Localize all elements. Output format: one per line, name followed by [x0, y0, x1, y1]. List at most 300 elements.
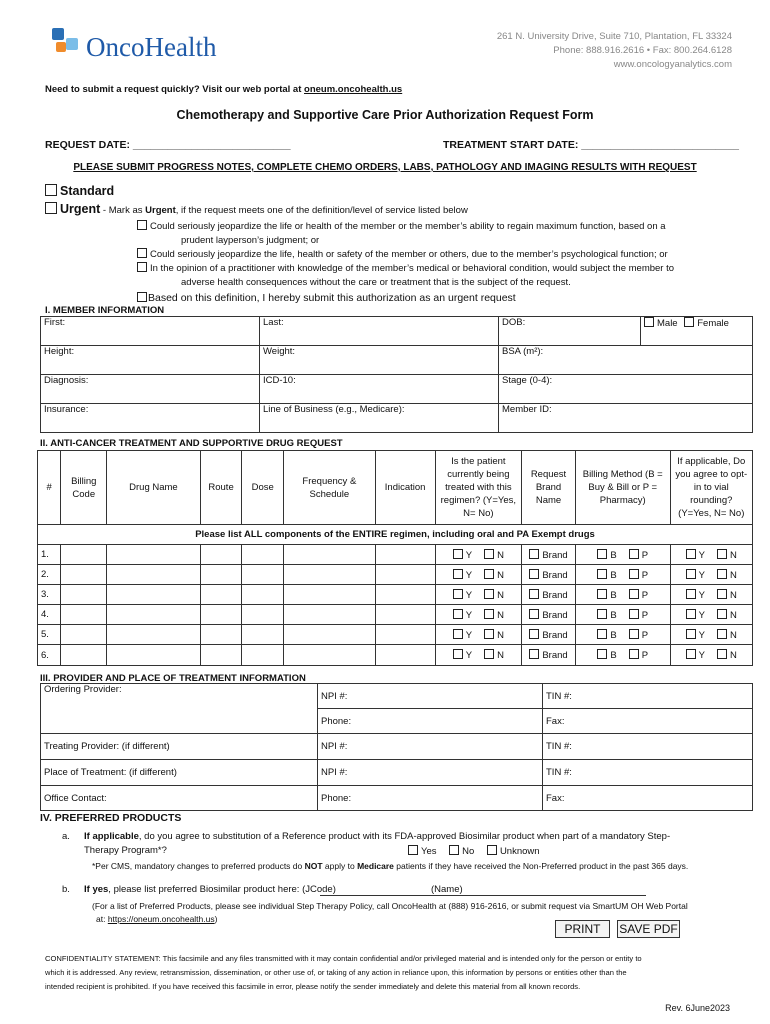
biosimilar-entry-line[interactable] [320, 895, 646, 896]
vial-yes-option[interactable] [686, 649, 705, 661]
billing-method-cell [575, 585, 670, 605]
female-option[interactable] [684, 317, 729, 329]
bsa-field[interactable]: BSA (m²): [499, 346, 753, 375]
brand-option[interactable] [529, 609, 567, 621]
criteria-3-checkbox[interactable] [137, 262, 147, 272]
drug-name-cell[interactable] [107, 605, 201, 625]
vial-no-checkbox[interactable] [717, 569, 727, 579]
height-field[interactable]: Height: [41, 346, 260, 375]
criteria-1-text: Could seriously jeopardize the life or health of the member or the member’s ability to regain maximum function, based on a [150, 221, 666, 232]
treating-provider-field[interactable]: Treating Provider: (if different) [41, 734, 318, 760]
frequency-cell[interactable] [284, 545, 376, 565]
vial-rounding-cell [670, 545, 752, 565]
current-no-checkbox[interactable] [484, 629, 494, 639]
brand-label: Brand [542, 609, 568, 621]
member-section-title: I. MEMBER INFORMATION [45, 305, 165, 316]
frequency-cell[interactable] [284, 625, 376, 645]
billing-code-cell[interactable] [61, 585, 107, 605]
currently-treated-cell [435, 625, 521, 645]
place-npi-field[interactable]: NPI #: [318, 760, 543, 786]
current-no-label: N [497, 629, 504, 641]
criteria-1[interactable] [137, 220, 674, 234]
drug-row [38, 545, 753, 565]
buy-bill-option[interactable] [597, 569, 616, 581]
male-option[interactable] [644, 317, 678, 329]
drug-row [38, 585, 753, 605]
brand-checkbox[interactable] [529, 589, 539, 599]
preferred-section-title: IV. PREFERRED PRODUCTS [40, 812, 182, 824]
request-date-field[interactable]: REQUEST DATE: ___________________________ [45, 139, 291, 151]
company-address [497, 30, 732, 72]
currently-treated-cell [435, 645, 521, 666]
gender-field [641, 317, 753, 346]
vial-no-option[interactable] [717, 569, 737, 581]
brand-cell [522, 645, 576, 666]
billing-code-cell[interactable] [61, 545, 107, 565]
address-line-3: www.oncologyanalytics.com [613, 59, 732, 70]
pharmacy-option[interactable] [629, 609, 648, 621]
currently-treated-cell [435, 605, 521, 625]
vial-rounding-cell [670, 605, 752, 625]
member-id-field[interactable]: Member ID: [499, 404, 753, 433]
pharmacy-checkbox[interactable] [629, 569, 639, 579]
current-yes-checkbox[interactable] [453, 549, 463, 559]
criteria-2-text: Could seriously jeopardize the life, health or safety of the member or others, due to the member’s psychological function; or [150, 249, 668, 260]
current-no-checkbox[interactable] [484, 649, 494, 659]
drug-row-number: 2. [38, 565, 61, 585]
standard-checkbox[interactable] [45, 184, 57, 196]
dose-cell[interactable] [242, 565, 284, 585]
vial-yes-option[interactable] [686, 609, 705, 621]
current-no-option[interactable] [484, 589, 504, 601]
frequency-cell[interactable] [284, 585, 376, 605]
current-yes-label: Y [465, 650, 473, 661]
yes-label: Yes [421, 846, 437, 857]
current-yes-label: Y [465, 589, 473, 601]
drug-name-cell[interactable] [107, 625, 201, 645]
billing-method-cell [575, 625, 670, 645]
confidentiality-statement [45, 952, 642, 994]
buy-bill-label: B [610, 569, 617, 581]
billing-method-cell [575, 645, 670, 666]
pharmacy-option[interactable] [629, 549, 648, 561]
pharmacy-option[interactable] [629, 569, 648, 581]
current-yes-option[interactable] [453, 629, 472, 641]
question-b-bold: If yes [84, 884, 109, 895]
billing-method-cell [575, 545, 670, 565]
logo-square-orange [56, 42, 66, 52]
note-line-1: (For a list of Preferred Products, please see individual Step Therapy Policy, call OncoHealth at (888) 916-2616, or submit request via SmartUM OH Web Portal [92, 901, 688, 911]
pharmacy-option[interactable] [629, 649, 648, 661]
criteria-3-text: In the opinion of a practitioner with knowledge of the member’s medical or behavioral condition, would subject the member to [150, 263, 675, 274]
brand-option[interactable] [529, 569, 567, 581]
pharmacy-option[interactable] [629, 589, 648, 601]
biosimilar-name-field[interactable] [431, 884, 463, 895]
header-drug-name: Drug Name [107, 451, 201, 525]
header-route: Route [200, 451, 242, 525]
pharmacy-checkbox[interactable] [629, 589, 639, 599]
brand-checkbox[interactable] [529, 549, 539, 559]
male-label: Male [657, 318, 678, 329]
route-cell[interactable] [200, 565, 242, 585]
cms-note-mid: apply to [322, 861, 358, 871]
criteria-3[interactable] [137, 262, 674, 276]
pharmacy-label: P [641, 549, 649, 561]
vial-rounding-cell [670, 645, 752, 666]
route-cell[interactable] [200, 605, 242, 625]
header-vial-rounding: If applicable, Do you agree to opt-in to vial rounding? (Y=Yes, N= No) [670, 451, 752, 525]
brand-label: Brand [542, 549, 568, 561]
brand-checkbox[interactable] [529, 609, 539, 619]
current-yes-option[interactable] [453, 549, 472, 561]
vial-yes-label: Y [698, 569, 705, 581]
billing-code-cell[interactable] [61, 565, 107, 585]
drug-table-header [38, 451, 753, 525]
vial-yes-label: Y [698, 609, 705, 621]
current-no-checkbox[interactable] [484, 549, 494, 559]
brand-cell [522, 585, 576, 605]
save-pdf-button[interactable]: SAVE PDF [617, 920, 680, 938]
brand-checkbox[interactable] [529, 629, 539, 639]
pharmacy-label: P [641, 629, 649, 641]
current-yes-checkbox[interactable] [453, 569, 463, 579]
icd10-field[interactable]: ICD-10: [260, 375, 499, 404]
current-no-label: N [497, 609, 504, 621]
indication-cell[interactable] [375, 605, 435, 625]
place-tin-field[interactable]: TIN #: [543, 760, 753, 786]
current-no-option[interactable] [484, 569, 504, 581]
buy-bill-label: B [610, 589, 617, 601]
office-contact-field[interactable]: Office Contact: [41, 786, 318, 811]
logo-text: OncoHealth [86, 32, 217, 62]
pharmacy-checkbox[interactable] [629, 629, 639, 639]
vial-yes-checkbox[interactable] [686, 649, 696, 659]
frequency-cell[interactable] [284, 565, 376, 585]
buy-bill-checkbox[interactable] [597, 569, 607, 579]
frequency-cell[interactable] [284, 605, 376, 625]
current-yes-label: Y [465, 569, 473, 581]
logo [52, 28, 262, 68]
current-no-checkbox[interactable] [484, 609, 494, 619]
vial-yes-option[interactable] [686, 569, 705, 581]
header-brand: Request Brand Name [522, 451, 576, 525]
vial-no-label: N [730, 629, 737, 641]
header-billing-method: Billing Method (B = Buy & Bill or P = Pharmacy) [575, 451, 670, 525]
dose-cell[interactable] [242, 605, 284, 625]
question-a-text: , do you agree to substitution of a Reference product with its FDA-approved Biosimilar product when part of a mandatory Step- [138, 831, 671, 842]
drug-section-title: II. ANTI-CANCER TREATMENT AND SUPPORTIVE DRUG REQUEST [40, 438, 343, 449]
criteria-2-checkbox[interactable] [137, 248, 147, 258]
buy-bill-option[interactable] [597, 609, 616, 621]
brand-label: Brand [542, 589, 568, 601]
ordering-tin-field[interactable]: TIN #: [543, 684, 753, 709]
billing-code-cell[interactable] [61, 645, 107, 666]
dose-cell[interactable] [242, 585, 284, 605]
route-cell[interactable] [200, 585, 242, 605]
header-indication: Indication [375, 451, 435, 525]
note-line-2-pre: at: [96, 914, 108, 924]
drug-row-number: 5. [38, 625, 61, 645]
criteria-1-checkbox[interactable] [137, 220, 147, 230]
pharmacy-label: P [641, 569, 649, 581]
vial-yes-option[interactable] [686, 549, 705, 561]
brand-option[interactable] [529, 649, 567, 661]
drug-row [38, 565, 753, 585]
vial-no-option[interactable] [717, 609, 737, 621]
standard-label: Standard [60, 184, 115, 198]
question-a-label: a. [62, 831, 70, 842]
provider-table [40, 683, 753, 811]
current-yes-option[interactable] [453, 569, 472, 581]
dob-field[interactable]: DOB: [499, 317, 641, 346]
question-b-text: , please list preferred Biosimilar product here: (JCode) [108, 884, 336, 895]
current-yes-checkbox[interactable] [453, 649, 463, 659]
frequency-cell[interactable] [284, 645, 376, 666]
pharmacy-checkbox[interactable] [629, 549, 639, 559]
dose-cell[interactable] [242, 545, 284, 565]
indication-cell[interactable] [375, 565, 435, 585]
preferred-question-a [62, 829, 671, 845]
vial-no-checkbox[interactable] [717, 609, 727, 619]
current-no-label: N [497, 549, 504, 561]
vial-no-checkbox[interactable] [717, 629, 727, 639]
header-currently-treated: Is the patient currently being treated with this regimen? (Y=Yes, N= No) [435, 451, 521, 525]
ordering-npi-field[interactable]: NPI #: [318, 684, 543, 709]
buy-bill-option[interactable] [597, 629, 616, 641]
ordering-provider-field[interactable]: Ordering Provider: [41, 684, 318, 734]
current-no-label: N [497, 569, 504, 581]
current-yes-checkbox[interactable] [453, 609, 463, 619]
brand-label: Brand [542, 629, 568, 641]
buy-bill-label: B [610, 609, 617, 621]
form-title: Chemotherapy and Supportive Care Prior Authorization Request Form [176, 108, 594, 122]
current-yes-option[interactable] [453, 589, 472, 601]
vial-yes-checkbox[interactable] [686, 629, 696, 639]
cms-note-pre: *Per CMS, mandatory changes to preferred products do [92, 861, 305, 871]
step-therapy-line [84, 845, 167, 856]
urgent-desc-bold: Urgent [145, 205, 176, 216]
drug-name-cell[interactable] [107, 545, 201, 565]
indication-cell[interactable] [375, 585, 435, 605]
currently-treated-cell [435, 565, 521, 585]
urgent-option[interactable] [45, 202, 468, 216]
treating-tin-field[interactable]: TIN #: [543, 734, 753, 760]
urgent-checkbox[interactable] [45, 202, 57, 214]
regimen-note: Please list ALL components of the ENTIRE regimen, including oral and PA Exempt drugs [38, 525, 753, 545]
pharmacy-label: P [641, 589, 649, 601]
currently-treated-cell [435, 545, 521, 565]
current-yes-label: Y [465, 629, 473, 641]
route-cell[interactable] [200, 545, 242, 565]
drug-name-cell[interactable] [107, 645, 201, 666]
standard-option[interactable] [45, 184, 114, 198]
pharmacy-checkbox[interactable] [629, 649, 639, 659]
no-option[interactable] [449, 845, 474, 857]
buy-bill-checkbox[interactable] [597, 609, 607, 619]
vial-no-checkbox[interactable] [717, 549, 727, 559]
current-yes-checkbox[interactable] [453, 629, 463, 639]
stage-field[interactable]: Stage (0-4): [499, 375, 753, 404]
vial-no-option[interactable] [717, 549, 737, 561]
dose-cell[interactable] [242, 625, 284, 645]
pharmacy-checkbox[interactable] [629, 609, 639, 619]
brand-label: Brand [542, 569, 568, 581]
line-of-business-field[interactable]: Line of Business (e.g., Medicare): [260, 404, 499, 433]
brand-label: Brand [542, 650, 568, 661]
logo-square-light [66, 38, 78, 50]
vial-no-label: N [730, 650, 737, 661]
unknown-option[interactable] [487, 845, 540, 857]
urgent-attestation[interactable] [137, 291, 674, 305]
current-yes-option[interactable] [453, 649, 472, 661]
current-no-checkbox[interactable] [484, 569, 494, 579]
female-label: Female [697, 318, 729, 329]
note-line-2-post: ) [214, 914, 218, 924]
question-a-bold: If applicable [84, 831, 139, 842]
billing-code-cell[interactable] [61, 605, 107, 625]
drug-name-cell[interactable] [107, 565, 201, 585]
provider-section-title: III. PROVIDER AND PLACE OF TREATMENT INFORMATION [40, 673, 306, 684]
submit-notice: PLEASE SUBMIT PROGRESS NOTES, COMPLETE CHEMO ORDERS, LABS, PATHOLOGY AND IMAGING RESULTS WITH REQUEST [73, 162, 697, 173]
vial-yes-label: Y [698, 650, 705, 661]
question-a-text-2: Therapy Program*? [84, 845, 167, 856]
header-num: # [38, 451, 61, 525]
vial-yes-label: Y [698, 589, 705, 601]
confidentiality-line-3: intended recipient is prohibited. If you have received this facsimile in error, please notify the sender immediately and delete this material from all known records. [45, 982, 581, 991]
attestation-checkbox[interactable] [137, 292, 147, 302]
current-no-checkbox[interactable] [484, 589, 494, 599]
address-line-1: 261 N. University Drive, Suite 710, Plantation, FL 33324 [496, 31, 732, 42]
yes-checkbox[interactable] [408, 845, 418, 855]
vial-yes-label: Y [698, 549, 705, 561]
vial-no-option[interactable] [717, 649, 737, 661]
drug-row-number: 1. [38, 545, 61, 565]
dose-cell[interactable] [242, 645, 284, 666]
vial-rounding-cell [670, 625, 752, 645]
male-checkbox[interactable] [644, 317, 654, 327]
current-no-option[interactable] [484, 649, 504, 661]
vial-no-label: N [730, 589, 737, 601]
current-no-option[interactable] [484, 609, 504, 621]
pharmacy-option[interactable] [629, 629, 648, 641]
buy-bill-checkbox[interactable] [597, 549, 607, 559]
buy-bill-option[interactable] [597, 649, 616, 661]
indication-cell[interactable] [375, 625, 435, 645]
indication-cell[interactable] [375, 645, 435, 666]
route-cell[interactable] [200, 645, 242, 666]
yes-option[interactable] [408, 845, 437, 857]
cms-note [92, 861, 688, 871]
vial-no-label: N [730, 569, 737, 581]
billing-method-cell [575, 565, 670, 585]
buy-bill-option[interactable] [597, 549, 616, 561]
office-fax-field[interactable]: Fax: [543, 786, 753, 811]
confidentiality-line-1: CONFIDENTIALITY STATEMENT: This facsimile and any files transmitted with it may contain confidential and/or privileged material and is intended only for the person or entity to [45, 954, 642, 963]
vial-yes-checkbox[interactable] [686, 549, 696, 559]
buy-bill-option[interactable] [597, 589, 616, 601]
vial-yes-checkbox[interactable] [686, 609, 696, 619]
current-no-option[interactable] [484, 629, 504, 641]
ordering-fax-field[interactable]: Fax: [543, 709, 753, 734]
no-checkbox[interactable] [449, 845, 459, 855]
current-yes-label: Y [465, 549, 473, 561]
print-button[interactable]: PRINT [555, 920, 610, 938]
brand-cell [522, 565, 576, 585]
first-name-field[interactable]: First: [41, 317, 260, 346]
vial-no-option[interactable] [717, 629, 737, 641]
header-billing-code: Billing Code [61, 451, 107, 525]
drug-name-cell[interactable] [107, 585, 201, 605]
vial-no-label: N [730, 609, 737, 621]
weight-field[interactable]: Weight: [260, 346, 499, 375]
vial-yes-checkbox[interactable] [686, 589, 696, 599]
brand-option[interactable] [529, 629, 567, 641]
brand-checkbox[interactable] [529, 649, 539, 659]
vial-no-checkbox[interactable] [717, 589, 727, 599]
drug-table [37, 450, 753, 666]
portal-link[interactable]: oneum.oncohealth.us [304, 84, 403, 95]
criteria-2[interactable] [137, 248, 674, 262]
billing-code-cell[interactable] [61, 625, 107, 645]
unknown-checkbox[interactable] [487, 845, 497, 855]
indication-cell[interactable] [375, 545, 435, 565]
route-cell[interactable] [200, 625, 242, 645]
buy-bill-checkbox[interactable] [597, 589, 607, 599]
vial-yes-option[interactable] [686, 629, 705, 641]
pharmacy-label: P [641, 609, 649, 621]
confidentiality-line-2: which it is addressed. Any review, retransmission, dissemination, or other use of, or taking of any action in reliance upon, this information by persons or entities other than the [45, 968, 627, 977]
drug-row-number: 3. [38, 585, 61, 605]
brand-checkbox[interactable] [529, 569, 539, 579]
office-phone-field[interactable]: Phone: [318, 786, 543, 811]
drug-row [38, 625, 753, 645]
current-yes-label: Y [465, 609, 473, 621]
buy-bill-checkbox[interactable] [597, 629, 607, 639]
vial-no-checkbox[interactable] [717, 649, 727, 659]
diagnosis-field[interactable]: Diagnosis: [41, 375, 260, 404]
brand-cell [522, 545, 576, 565]
last-name-field[interactable]: Last: [260, 317, 499, 346]
portal-url-link[interactable]: https://oneum.oncohealth.us [107, 914, 215, 924]
ordering-phone-field[interactable]: Phone: [318, 709, 543, 734]
vial-no-option[interactable] [717, 589, 737, 601]
urgent-label: Urgent [60, 202, 101, 216]
place-of-treatment-field[interactable]: Place of Treatment: (if different) [41, 760, 318, 786]
treating-npi-field[interactable]: NPI #: [318, 734, 543, 760]
currently-treated-cell [435, 585, 521, 605]
drug-row-number: 6. [38, 645, 61, 666]
female-checkbox[interactable] [684, 317, 694, 327]
substitution-options [408, 845, 540, 857]
current-no-option[interactable] [484, 549, 504, 561]
no-label: No [462, 846, 475, 857]
brand-option[interactable] [529, 549, 567, 561]
urgent-desc-pre: - Mark as [100, 205, 146, 216]
vial-yes-option[interactable] [686, 589, 705, 601]
header-dose: Dose [242, 451, 284, 525]
drug-row [38, 645, 753, 666]
treatment-start-date-field[interactable]: TREATMENT START DATE: ___________________________ [443, 139, 739, 151]
drug-row-number: 4. [38, 605, 61, 625]
vial-no-label: N [730, 549, 737, 561]
insurance-field[interactable]: Insurance: [41, 404, 260, 433]
current-yes-checkbox[interactable] [453, 589, 463, 599]
header-frequency: Frequency & Schedule [284, 451, 376, 525]
current-yes-option[interactable] [453, 609, 472, 621]
buy-bill-checkbox[interactable] [597, 649, 607, 659]
brand-option[interactable] [529, 589, 567, 601]
vial-yes-checkbox[interactable] [686, 569, 696, 579]
